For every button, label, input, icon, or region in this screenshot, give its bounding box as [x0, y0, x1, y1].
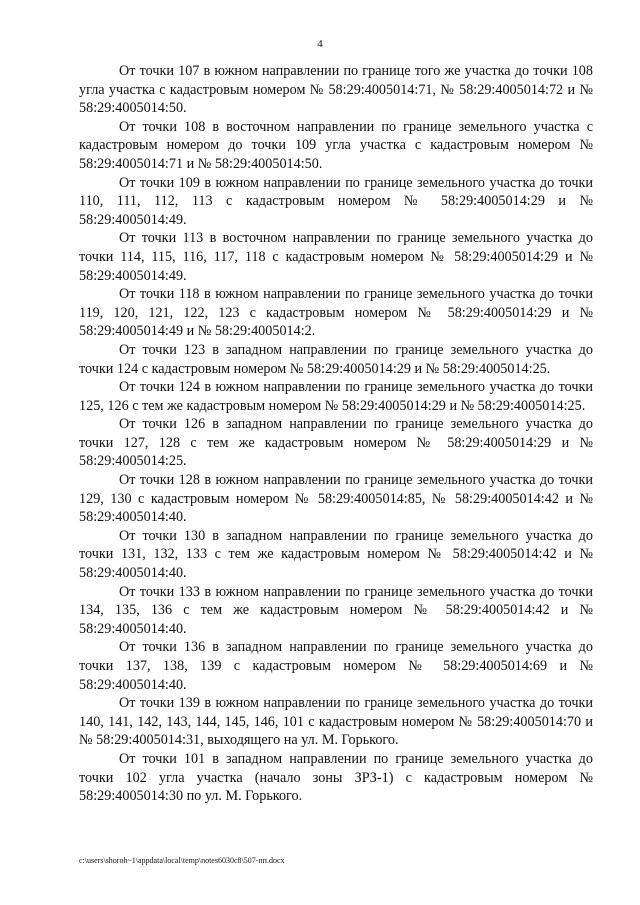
paragraph: От точки 101 в западном направлении по границе земельного участка до точки 102 угла участка (начало зоны ЗРЗ-1) с кадастровым номером № 58:29:4005014:30 по ул. М. Горького.: [79, 750, 593, 805]
paragraph: От точки 124 в южном направлении по границе земельного участка до точки 125, 126 с тем же кадастровым номером № 58:29:4005014:29 и № 58:29:4005014:25.: [79, 379, 593, 414]
paragraph: От точки 113 в восточном направлении по границе земельного участка до точки 114, 115, 116, 117, 118 с кадастровым номером № 58:29:4005014:29 и № 58:29:4005014:49.: [79, 230, 593, 284]
page-number: 4: [317, 38, 323, 50]
paragraph: От точки 118 в южном направлении по границе земельного участка до точки 119, 120, 121, 122, 123 с кадастровым номером № 58:29:4005014:29 и № 58:29:4005014:49 и № 58:29:4005014:2.: [79, 286, 593, 340]
paragraph: От точки 107 в южном направлении по границе того же участка до точки 108 угла участка с кадастровым номером № 58:29:4005014:71, № 58:29:4005014:72 и № 58:29:4005014:50.: [79, 63, 593, 117]
paragraph: От точки 123 в западном направлении по границе земельного участка до точки 124 с кадастровым номером № 58:29:4005014:29 и № 58:29:4005014:25.: [79, 341, 593, 377]
paragraph: От точки 109 в южном направлении по границе земельного участка до точки 110, 111, 112, 113 с кадастровым номером № 58:29:4005014:29 и № 58:29:4005014:49.: [79, 174, 593, 228]
paragraph: От точки 130 в западном направлении по границе земельного участка до точки 131, 132, 133 с тем же кадастровым номером № 58:29:4005014:42 и № 58:29:4005014:40.: [79, 527, 593, 582]
paragraph: От точки 133 в южном направлении по границе земельного участка до точки 134, 135, 136 с тем же кадастровым номером № 58:29:4005014:42 и № 58:29:4005014:40.: [79, 583, 593, 637]
paragraph: От точки 136 в западном направлении по границе земельного участка до точки 137, 138, 139 с кадастровым номером № 58:29:4005014:69 и № 58:29:4005014:40.: [79, 639, 593, 693]
footer-file-path: c:\users\shoroh~1\appdata\local\temp\notes6030c8\507-пп.docx: [79, 856, 285, 865]
paragraph: От точки 108 в восточном направлении по границе земельного участка с кадастровым номером до точки 109 угла участка с кадастровым номером № 58:29:4005014:71 и № 58:29:4005014:50.: [79, 118, 593, 172]
document-body: [79, 62, 593, 806]
paragraph: От точки 126 в западном направлении по границе земельного участка до точки 127, 128 с тем же кадастровым номером № 58:29:4005014:29 и № 58:29:4005014:25.: [79, 416, 593, 470]
paragraph: От точки 128 в южном направлении по границе земельного участка до точки 129, 130 с кадастровым номером № 58:29:4005014:85, № 58:29:4005014:42 и № 58:29:4005014:40.: [79, 472, 593, 526]
paragraph: От точки 139 в южном направлении по границе земельного участка до точки 140, 141, 142, 143, 144, 145, 146, 101 с кадастровым номером № 58:29:4005014:70 и № 58:29:4005014:31, выходящего на ул. М. Горького.: [79, 695, 593, 749]
